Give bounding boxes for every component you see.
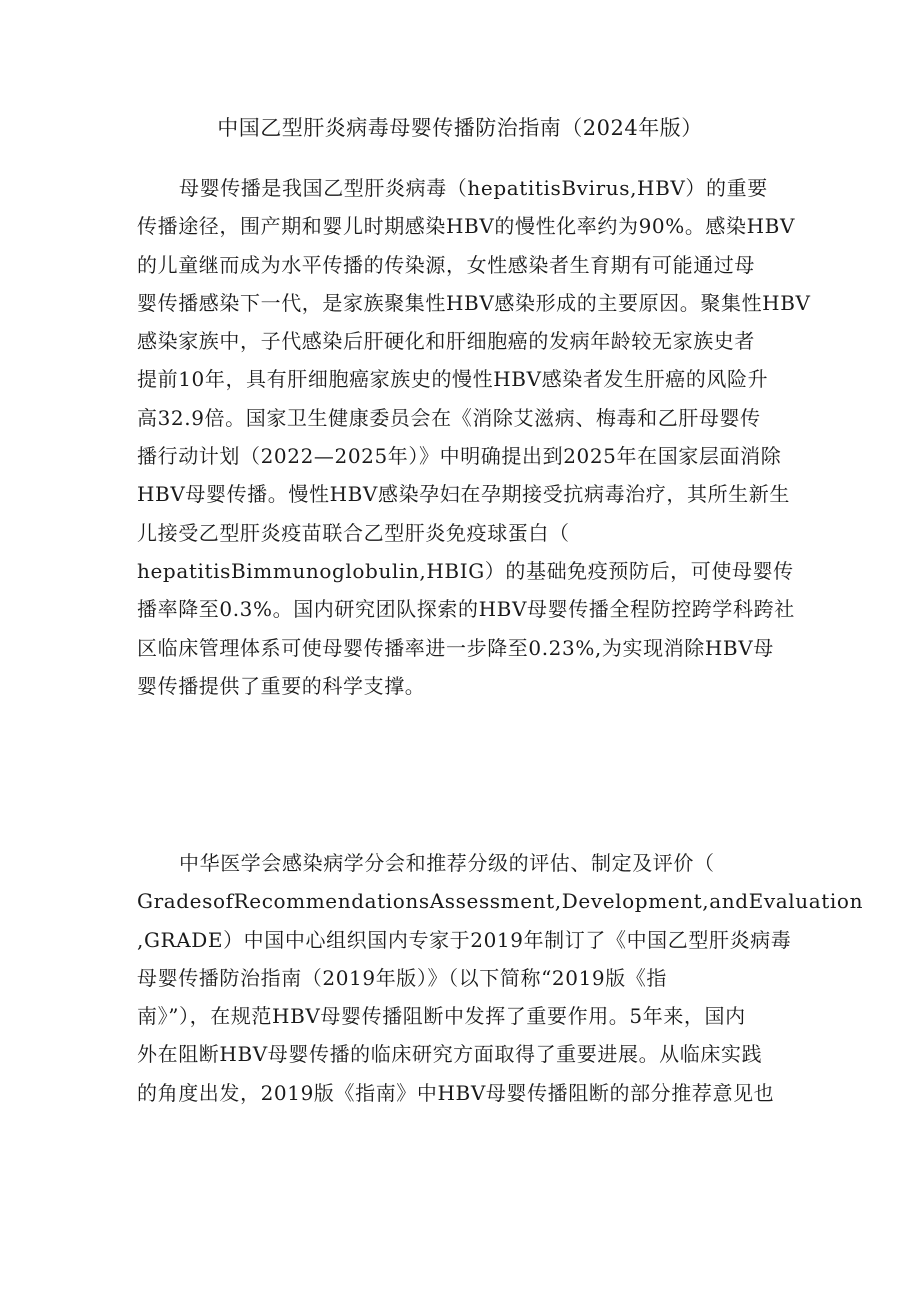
paragraph-line: 母婴传播是我国乙型肝炎病毒（hepatitisBvirus,HBV）的重要 — [179, 176, 768, 200]
paragraph-line: 区临床管理体系可使母婴传播率进一步降至0.23%,为实现消除HBV母 — [137, 635, 774, 660]
paragraph-line: 中华医学会感染病学分会和推荐分级的评估、制定及评价（ — [179, 851, 715, 875]
paragraph-line: 播行动计划（2022—2025年）》中明确提出到2025年在国家层面消除 — [137, 444, 782, 469]
paragraph-line: GradesofRecommendationsAssessment,Development,andEvaluation — [137, 889, 864, 914]
paragraph-line: 的角度出发，2019版《指南》中HBV母婴传播阻断的部分推荐意见也 — [137, 1080, 775, 1105]
paragraph-line: 的儿童继而成为水平传播的传染源，女性感染者生育期有可能通过母 — [137, 252, 755, 277]
paragraph-line: 母婴传播防治指南（2019年版）》（以下简称“2019版《指 — [137, 965, 668, 990]
paragraph-2 — [137, 844, 864, 1112]
paragraph-line: 儿接受乙型肝炎疫苗联合乙型肝炎免疫球蛋白（ — [137, 520, 570, 545]
document-title: 中国乙型肝炎病毒母婴传播防治指南（2024年版） — [217, 116, 703, 140]
paragraph-line: 播率降至0.3%。国内研究团队探索的HBV母婴传播全程防控跨学科跨社 — [137, 597, 795, 622]
paragraph-line: 高32.9倍。国家卫生健康委员会在《消除艾滋病、梅毒和乙肝母婴传 — [137, 405, 761, 430]
paragraph-line: 外在阻断HBV母婴传播的临床研究方面取得了重要进展。从临床实践 — [137, 1042, 763, 1067]
paragraph-line: HBV母婴传播。慢性HBV感染孕妇在孕期接受抗病毒治疗，其所生新生 — [137, 482, 790, 507]
paragraph-line: 提前10年，具有肝细胞癌家族史的慢性HBV感染者发生肝癌的风险升 — [137, 367, 769, 392]
paragraph-line: 传播途径，围产期和婴儿时期感染HBV的慢性化率约为90%。感染HBV — [137, 214, 796, 239]
paragraph-1 — [137, 169, 811, 705]
paragraph-line: 南》”），在规范HBV母婴传播阻断中发挥了重要作用。5年来，国内 — [137, 1004, 746, 1029]
paragraph-line: 婴传播提供了重要的科学支撑。 — [137, 673, 426, 698]
paragraph-line: 感染家族中，子代感染后肝硬化和肝细胞癌的发病年龄较无家族史者 — [137, 329, 755, 354]
paragraph-line: 婴传播感染下一代，是家族聚集性HBV感染形成的主要原因。聚集性HBV — [137, 290, 811, 315]
paragraph-line: ,GRADE）中国中心组织国内专家于2019年制订了《中国乙型肝炎病毒 — [137, 927, 792, 952]
paragraph-line: hepatitisBimmunoglobulin,HBIG）的基础免疫预防后，可使母婴传 — [137, 558, 794, 583]
